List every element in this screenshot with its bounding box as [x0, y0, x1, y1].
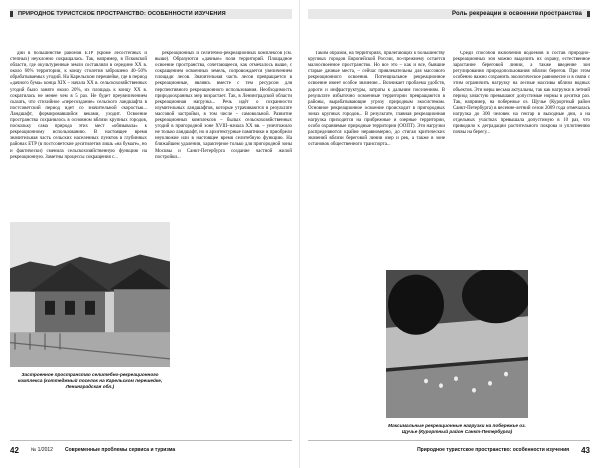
- right-page: [300, 0, 600, 468]
- right-figure-caption: Максимальные рекреационные нагрузки на побережье оз. Щучье (Курортный район Санкт-Петербурга): [388, 423, 526, 434]
- right-col2-text: Среди способов включения водоемов в состав природно-рекреационных зон можно выделить их охрану, естественное зарастание береговой линии, а также введение зон регулирования природопользования вблизи берегов. При этом особенно важно сохранить экологическое равновесие и в связи с этим ограничить нагрузку на лесные массивы вблизи водных объектов. Эти меры весьма актуальны, так как нагрузки в летний период зачастую превышают допустимые нормы в десятки раз. Так, например, на побережье оз. Щучье (Курортный район Санкт-Петербурга) в весенне-летний сезон 2009 года отмечалась нагрузка до 300 человек на гектар в выходные дни, а на отдельных участках превышала допустимую в 10 раз, что приводило к деградации растительного покрова и уплотнению почвы на берегу...: [453, 51, 590, 136]
- left-footer: [10, 440, 292, 456]
- right-col1-text: Таким образом, на территориях, прилегающих к большинству крупных городов Европейской России, по-прежнему остается малоосвоенное пространство. Но все это – как и все, бывшие старые дачные места, – сейчас привлекательны для массового рекреационного освоения. Потенциальное рекреационное освоение имеет особое значение... Возникает проблема удобств, дороги и инфраструктуры, затраты к дальним поселениям. В результате избыточно освоенные территории превращаются в районы, вырабатывающие угрозу природным экосистемам. Основное рекреационное освоение происходит в пригородных зонах крупных городов... В результате, главная рекреационная нагрузка приходится на прибрежные и озерные территории, особо охраняемые природные территории (ООПТ). Эти нагрузки распределяются крайне неравномерно, до стигая критических значений вблизи береговой линии озер и рек, а также в зоне остановок общественного транспорта...: [308, 51, 445, 148]
- right-header-title: Роль рекреации в освоении пространства: [447, 11, 590, 17]
- left-col2-text: рекреационных и селитебно-рекреационных комплексов (см. выше). Образуются «дачные» поля территорий. Площадное освоение пространства, сочетающееся, как отмечалось выше, с сокращением освоенных земель, сопровождается увеличением площади лесов. Значительная часть лесов превращается в рекреационные, являясь вместе с тем ресурсом для перспективного рекреационного использования. Необходимость природоохранных мер возрастает. Так, в Ленинградской области рекреационная нагрузка... Речь идёт о сохранности изумительных ландшафтов, которые утрачиваются в результате массовой застройки, в том числе – самовольной. Развитие рекреационных комплексов – былых сельскохозяйственных угодий в пригородной зоне XVIII–начала XX вв. – уничтожило не только ландшафт, но и архитектурные памятники и приобрели неуклюжие или в настоящее время селитебную функцию. На ближайшем удалении, характерное только для пригородной зоны Москвы и Санкт-Петербурга создание частной жилой постройки...: [155, 51, 292, 160]
- right-footer: [308, 440, 590, 456]
- right-footer-title: Природное туристское пространство: особенности изучения: [417, 447, 570, 453]
- right-page-number: 43: [581, 445, 590, 455]
- journal-title: Современные проблемы сервиса и туризма: [64, 447, 176, 453]
- right-figure: [386, 270, 528, 434]
- left-page-number: 42: [10, 445, 19, 455]
- left-page-header: [10, 9, 292, 19]
- right-page-header: [308, 9, 590, 19]
- left-header-title: ПРИРОДНОЕ ТУРИСТСКОЕ ПРОСТРАНСТВО: ОСОБЕННОСТИ ИЗУЧЕНИЯ: [10, 11, 231, 17]
- left-figure-caption: Застроенное пространство селитебно-рекреационного комплекса (коттеджный поселок на Карельском перешейке, Ленинградская обл.): [17, 372, 163, 389]
- cottage-settlement-photo: [10, 222, 170, 367]
- left-column-2: [155, 51, 292, 393]
- lake-shore-photo: [386, 270, 528, 418]
- left-col1-text: дий в большинстве районов ЕТР (кроме лесостепных и степных) неуклонно сокращалась. Так, например, в Псковской области, где окультуренные земли составляли в середине XX в. около 60% территории, к концу столетия заброшено 40–50% обрабатываемых угодий. На Карельском перешейке, где в период «дачного бума» конца XIX – начала XX в. сельскохозяйственных угодий было занято около 20%, их площадь к концу XX в. сократилась не менее чем в 5 раз. Не будет преувеличением сказать, что стихийное «пересоздание» сельского ландшафта в постсоветский период идет со значительной скоростью... Ландшафт, формировавшийся веками, уходит. Освоение пространства сохранялось в основном вблизи крупных городов, поскольку сама природа этих мест «обязывала» к рекреационному использованию. В настоящее время значительная часть сельских населенных пунктов в глубинных районах ЕТР (в постсоветские десятилетия лишь «на бумаге», но и фактически) сменила сельскохозяйственную функцию на рекреационную. Заметны процессы сокращения с...: [10, 51, 147, 160]
- issue-number: № 1/2012: [30, 447, 53, 453]
- left-figure: [10, 222, 170, 389]
